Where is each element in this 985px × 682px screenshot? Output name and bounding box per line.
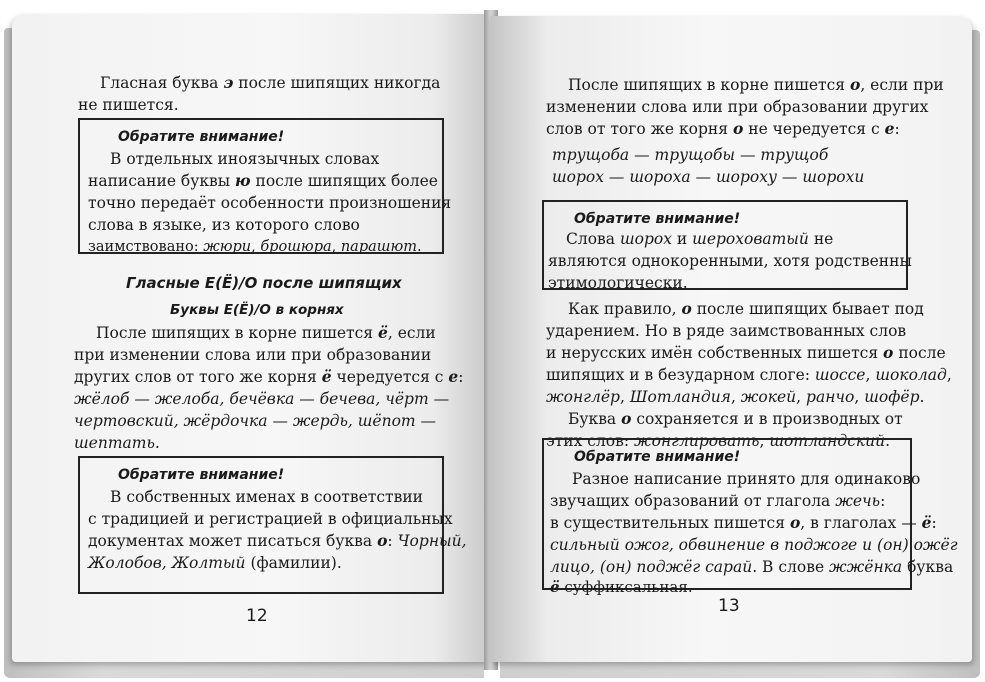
page-number: 12 xyxy=(246,606,268,626)
example-line: шептать. xyxy=(74,434,160,452)
left-page xyxy=(12,14,490,662)
note-line: Жолобов, Жолтый (фамилии). xyxy=(88,554,342,572)
intro-line-2: не пишется. xyxy=(78,96,179,114)
note-line: написание буквы ю после шипящих более xyxy=(88,171,438,190)
note-line: звучащих образований от глагола жечь: xyxy=(550,492,886,510)
note-line: документах может писаться буква о: Чорный, xyxy=(88,531,467,550)
rule-line-3: слов от того же корня о не чередуется с е: xyxy=(546,119,900,138)
example-line: жёлоб — желоба, бечёвка — бечева, чёрт — xyxy=(74,390,450,408)
note-line: слова в языке, из которого слово xyxy=(88,216,360,234)
note-line: этимологически. xyxy=(548,274,688,292)
section-subheading: Буквы Е(Ё)/О в корнях xyxy=(170,302,344,318)
example-line: шорох — шороха — шороху — шорохи xyxy=(552,168,865,186)
page-number: 13 xyxy=(718,596,740,616)
example-line: трущоба — трущобы — трущоб xyxy=(552,146,829,164)
note-title: Обратите внимание! xyxy=(118,467,285,483)
note-line: Разное написание принято для одинаково xyxy=(572,470,921,488)
section-heading: Гласные Е(Ё)/О после шипящих xyxy=(126,274,402,292)
note-line: заимствовано: жюри, брошюра, парашют. xyxy=(88,239,422,255)
rule-line-3: других слов от того же корня ё чередуется с е: xyxy=(74,367,464,386)
note-line: ё суффиксальная. xyxy=(550,578,693,596)
example-line: чертовский, жёрдочка — жердь, шёпот — xyxy=(74,412,437,430)
note-line: с традицией и регистрацией в официальных xyxy=(88,510,453,528)
note-line: Слова шорох и шероховатый не xyxy=(566,230,834,248)
para-line: жонглёр, Шотландия, жокей, ранчо, шофёр. xyxy=(546,388,925,406)
para-line: ударением. Но в ряде заимствованных слов xyxy=(546,322,907,340)
note-line: лицо, (он) поджёг сарай. В слове жжёнка буква xyxy=(550,558,954,576)
para-line: Как правило, о после шипящих бывает под xyxy=(568,299,924,318)
para-line: шипящих и в безударном слоге: шоссе, шоколад, xyxy=(546,366,952,384)
para-line: и нерусских имён собственных пишется о после xyxy=(546,343,946,362)
rule-line-1: После шипящих в корне пишется ё, если xyxy=(96,323,436,342)
para-line: этих слов: жонглировать, шотландский. xyxy=(546,432,891,450)
note-title: Обратите внимание! xyxy=(574,211,741,227)
rule-line-1: После шипящих в корне пишется о, если при xyxy=(568,75,944,94)
right-page xyxy=(490,16,972,662)
note-line: являются однокоренными, хотя родственны xyxy=(548,252,912,270)
para-line: Буква о сохраняется и в производных от xyxy=(568,409,903,428)
note-line: В собственных именах в соответствии xyxy=(110,488,423,506)
intro-line-1: Гласная буква э после шипящих никогда xyxy=(100,73,441,92)
note-line: точно передаёт особенности произношения xyxy=(88,194,452,212)
rule-line-2: изменении слова или при образовании других xyxy=(546,98,929,116)
note-line: сильный ожог, обвинение в поджоге и (он) ожёг xyxy=(550,536,958,554)
note-title: Обратите внимание! xyxy=(118,129,285,145)
note-line: В отдельных иноязычных словах xyxy=(110,150,380,168)
rule-line-2: при изменении слова или при образовании xyxy=(74,346,432,364)
note-title: Обратите внимание! xyxy=(574,449,741,465)
note-line: в существительных пишется о, в глаголах — ё: xyxy=(550,513,937,532)
